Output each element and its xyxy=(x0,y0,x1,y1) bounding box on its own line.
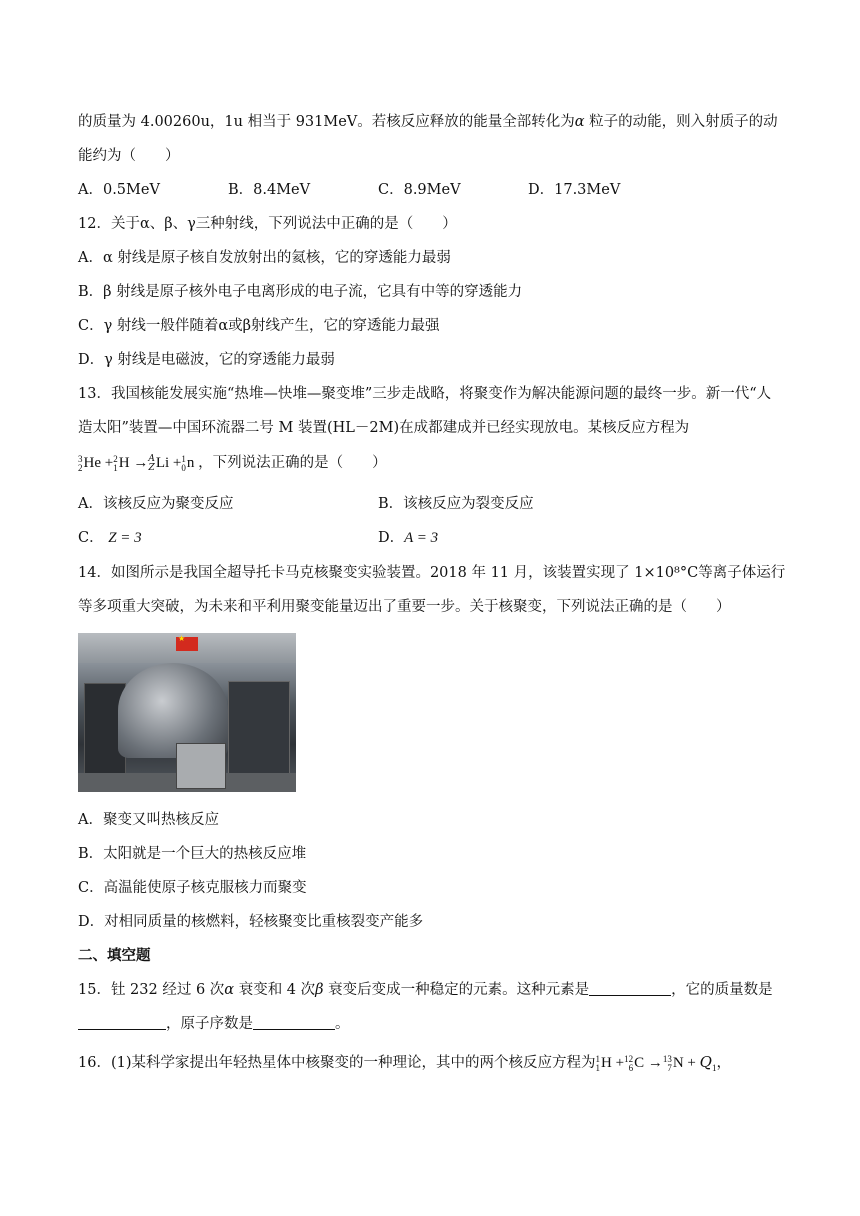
q11-option-d[interactable]: D．17.3MeV xyxy=(528,182,621,198)
alpha-symbol: α xyxy=(224,982,235,998)
q15-text-1: 15．钍 232 经过 6 次 xyxy=(78,982,225,998)
q14-line2: 等多项重大突破，为未来和平利用聚变能量迈出了重要一步。关于核聚变，下列说法正确的是（ ） xyxy=(78,599,731,615)
q13-option-d-label: D． xyxy=(378,530,405,546)
q11-option-b[interactable]: B．8.4MeV xyxy=(228,182,311,198)
q14-option-c[interactable]: C．高温能使原子核克服核力而聚变 xyxy=(78,880,307,896)
q11-option-c[interactable]: C．8.9MeV xyxy=(378,182,461,198)
photo-rack-right xyxy=(228,681,290,778)
beta-symbol: β xyxy=(315,982,324,998)
photo-box xyxy=(176,743,226,789)
q13-option-b[interactable]: B．该核反应为裂变反应 xyxy=(378,496,534,512)
q13-line1: 13．我国核能发展实施“热堆—快堆—聚变堆”三步走战略，将聚变作为解决能源问题的最终一步。新一代“人 xyxy=(78,386,772,402)
q12-option-c[interactable]: C．γ 射线一般伴随着α或β射线产生，它的穿透能力最强 xyxy=(78,318,440,334)
q13-option-c-label: C． xyxy=(78,530,104,546)
q12-option-d[interactable]: D．γ 射线是电磁波，它的穿透能力最弱 xyxy=(78,352,335,368)
q13-option-d[interactable] xyxy=(378,528,438,548)
q12-stem: 12．关于α、β、γ三种射线，下列说法中正确的是（ ） xyxy=(78,216,457,232)
q15-blank-element[interactable] xyxy=(589,981,671,996)
q14-line1: 14．如图所示是我国全超导托卡马克核聚变实验装置。2018 年 11 月，该装置实现了 1×10⁸°C等离子体运行 xyxy=(78,565,786,581)
q13-eq-tail: ，下列说法正确的是（ ） xyxy=(198,455,387,471)
section-heading: 二、填空题 xyxy=(78,947,151,964)
q11-line1 xyxy=(78,112,782,132)
q11-line2: 能约为（ ） xyxy=(78,148,180,164)
q15-text-4: ，它的质量数是 xyxy=(671,982,773,998)
q16-equation: 1 1 H + 12 6 C → 13 7 $N + Q_1$ xyxy=(595,1053,717,1073)
q16-line1 xyxy=(78,1052,782,1078)
q15-blank-mass-number[interactable] xyxy=(78,1015,166,1030)
q15-line1 xyxy=(78,980,782,1000)
q14-option-d[interactable]: D．对相同质量的核燃料，轻核聚变比重核裂变产能多 xyxy=(78,914,424,930)
q15-text-5: ，原子序数是 xyxy=(166,1016,253,1032)
q13-option-c-math: Z = 3 xyxy=(108,530,142,546)
alpha-symbol: α xyxy=(574,114,585,130)
q13-line2: 造太阳”装置—中国环流器二号 M 装置(HL－2M)在成都建成并已经实现放电。某核反应方程为 xyxy=(78,420,690,436)
q13-equation-line xyxy=(78,453,782,473)
q15-blank-atomic-number[interactable] xyxy=(253,1015,335,1030)
q13-option-c[interactable] xyxy=(78,528,142,548)
q11-line1-end: 粒子的动能，则入射质子的动 xyxy=(584,114,778,130)
q14-option-b[interactable]: B．太阳就是一个巨大的热核反应堆 xyxy=(78,846,307,862)
q15-line2 xyxy=(78,1014,782,1034)
q12-option-b[interactable]: B．β 射线是原子核外电子电离形成的电子流，它具有中等的穿透能力 xyxy=(78,284,523,300)
q16-tail: ， xyxy=(716,1055,731,1071)
tokamak-photo xyxy=(78,633,296,792)
q13-option-d-math: A = 3 xyxy=(404,530,439,546)
q16-text: 16．(1)某科学家提出年轻热星体中核聚变的一种理论，其中的两个核反应方程为 xyxy=(78,1055,596,1071)
q15-text-6: 。 xyxy=(335,1016,350,1032)
q14-option-a[interactable]: A．聚变又叫热核反应 xyxy=(78,812,219,828)
q12-option-a[interactable]: A．α 射线是原子核自发放射出的氦核，它的穿透能力最弱 xyxy=(78,250,451,266)
nuclear-equation: 3 2 He + 2 1 H → A Z Li + 1 0 n xyxy=(78,453,195,473)
q15-text-2: 衰变和 4 次 xyxy=(234,982,316,998)
q15-text-3: 衰变后变成一种稳定的元素。这种元素是 xyxy=(323,982,590,998)
q13-option-a[interactable]: A．该核反应为聚变反应 xyxy=(78,496,234,512)
flag-icon xyxy=(176,637,198,651)
q11-option-a[interactable]: A．0.5MeV xyxy=(78,182,160,198)
q11-line1-text: 的质量为 4.00260u，1u 相当于 931MeV。若核反应释放的能量全部转化为 xyxy=(78,114,575,130)
